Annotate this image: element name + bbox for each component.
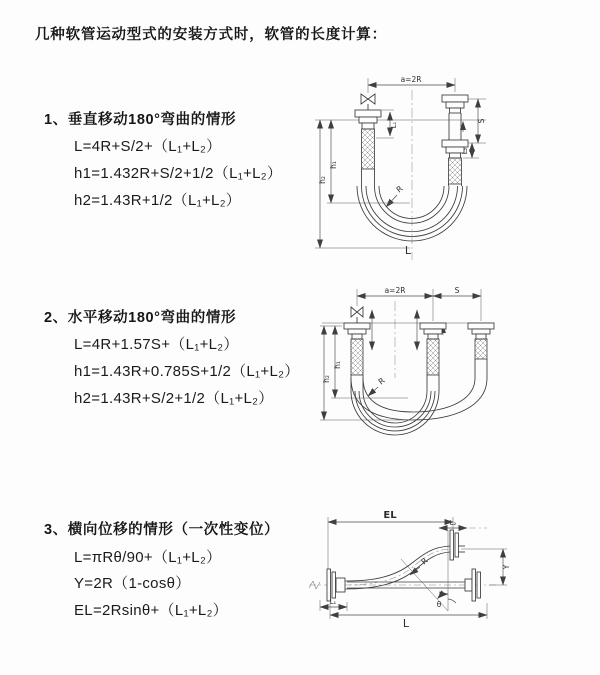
right-fitting (468, 323, 494, 378)
dim-label-a2r: a=2R (384, 286, 406, 295)
dim-label-l2: L₂ (461, 147, 469, 155)
dim-label-el: EL (383, 510, 397, 521)
valve-icon (361, 94, 375, 110)
middle-fitting (420, 323, 446, 391)
radius-label: R (376, 376, 387, 387)
diagram-horizontal-180-bend (308, 283, 598, 453)
angle-theta (401, 530, 456, 611)
dim-label-a2r: a=2R (400, 75, 422, 84)
formula-line: EL=2Rsinθ+（L₁+L₂） (74, 602, 228, 619)
left-fitting (344, 323, 370, 391)
diagram-vertical-180-bend (300, 70, 595, 265)
formula-line: h2=1.43R+1/2（L₁+L₂） (74, 192, 242, 209)
upper-flange (450, 530, 465, 560)
dim-label-l: L (404, 244, 412, 257)
hose-u-displaced (351, 378, 487, 420)
angle-label: θ (436, 600, 442, 609)
dim-label-h1: h₁ (329, 161, 338, 169)
dim-label-l2: L₂ (449, 519, 457, 527)
dim-label-s: S (477, 118, 486, 124)
page-title: 几种软管运动型式的安装方式时，软管的长度计算： (35, 27, 387, 43)
dim-label-l1: L₁ (329, 598, 337, 606)
right-fitting (442, 95, 468, 186)
left-fitting (355, 110, 381, 186)
radius-label: R (394, 184, 405, 195)
hose-s-curve (345, 546, 450, 589)
formula-line: L=πRθ/90+（L₁+L₂） (74, 549, 222, 566)
formula-line: h1=1.43R+0.785S+1/2（L₁+L₂） (74, 363, 300, 380)
hose-u-original (351, 391, 439, 435)
formula-line: h1=1.432R+S/2+1/2（L₁+L₂） (74, 165, 283, 182)
section-1-heading: 1、垂直移动180°弯曲的情形 (44, 112, 237, 128)
formula-line: L=4R+1.57S+（L₁+L₂） (74, 336, 239, 353)
dim-label-h2: h₂ (318, 176, 327, 184)
diagram-lateral-displacement (303, 503, 598, 648)
dim-label-s: S (454, 286, 460, 295)
dim-label-h1: h₁ (333, 361, 342, 369)
section-3-heading: 3、横向位移的情形（一次性变位） (44, 522, 280, 538)
left-flange (327, 569, 345, 601)
dim-label-l: L (402, 617, 410, 630)
section-2-heading: 2、水平移动180°弯曲的情形 (44, 310, 237, 326)
dim-label-h2: h₂ (322, 375, 331, 383)
formula-line: L=4R+S/2+（L₁+L₂） (74, 138, 222, 155)
formula-line: h2=1.43R+S/2+1/2（L₁+L₂） (74, 390, 274, 407)
formula-line: Y=2R（1-cosθ） (74, 575, 191, 592)
dim-label-y: Y (502, 564, 511, 570)
radius-label: R (419, 556, 430, 567)
dim-label-l1: L₁ (390, 121, 398, 129)
valve-icon (351, 307, 363, 323)
